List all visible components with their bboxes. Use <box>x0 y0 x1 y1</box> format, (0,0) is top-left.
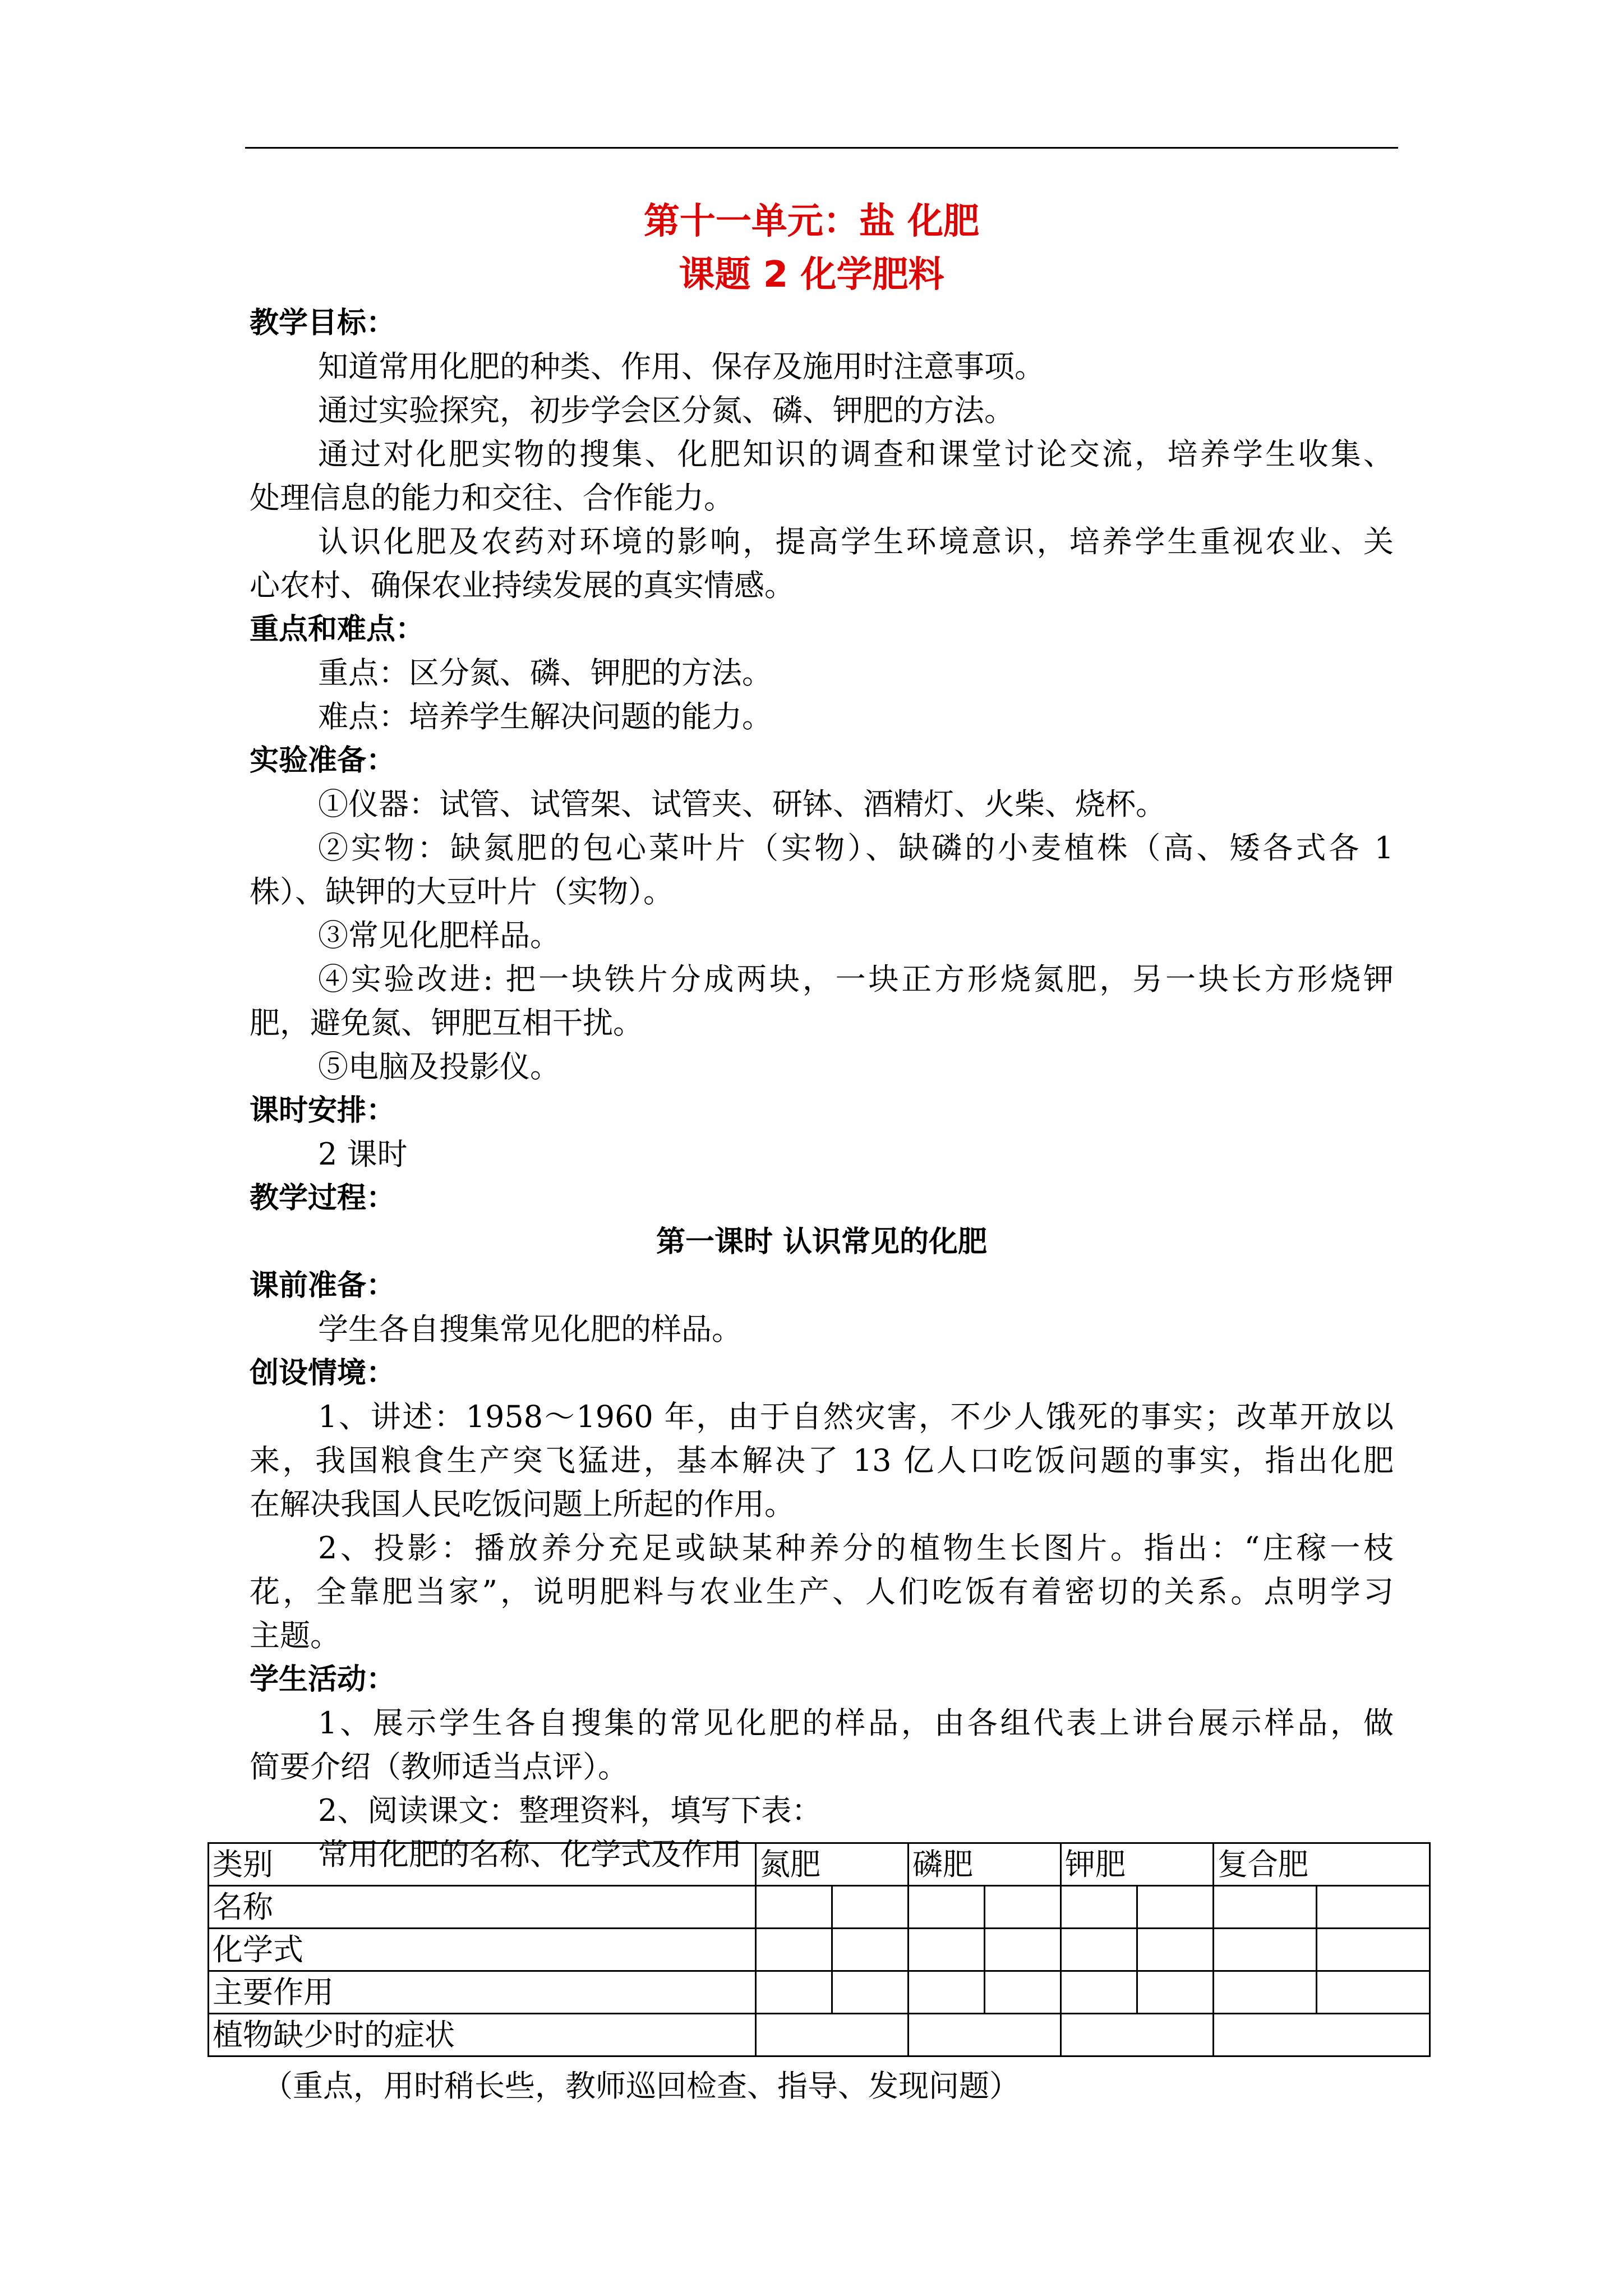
scenario-item: 1、讲述：1958～1960 年，由于自然灾害，不少人饿死的事实；改革开放以 <box>318 1399 1394 1434</box>
activity-item: 1、展示学生各自搜集的常见化肥的样品，由各组代表上讲台展示样品，做 <box>318 1705 1394 1741</box>
preparation-item: ②实物：缺氮肥的包心菜叶片（实物）、缺磷的小麦植株（高、矮各式各 1 <box>318 830 1394 866</box>
table-header-label: 类别 <box>209 1843 756 1886</box>
key-point-item: 重点：区分氮、磷、钾肥的方法。 <box>318 655 772 691</box>
preparation-item: ①仪器：试管、试管架、试管夹、研钵、酒精灯、火柴、烧杯。 <box>318 786 1166 822</box>
schedule-heading: 课时安排： <box>250 1094 396 1128</box>
table-caption: 常用化肥的名称、化学式及作用 <box>318 1837 742 1872</box>
goal-item: 通过实验探究，初步学会区分氮、磷、钾肥的方法。 <box>318 393 1015 428</box>
preparation-item-cont: 肥，避免氮、钾肥互相干扰。 <box>250 1005 643 1041</box>
goal-item-cont: 心农村、确保农业持续发展的真实情感。 <box>250 568 795 603</box>
table-cell <box>909 1971 985 2014</box>
activity-item: 2、阅读课文：整理资料，填写下表： <box>318 1793 822 1828</box>
activity-heading: 学生活动： <box>250 1663 396 1696</box>
table-cell <box>1061 1971 1137 2014</box>
document-body <box>250 301 1394 1876</box>
column-header-potassium: 钾肥 <box>1061 1843 1214 1886</box>
column-header-phosphorus: 磷肥 <box>909 1843 1061 1886</box>
row-label-function: 主要作用 <box>209 1971 756 2014</box>
table-cell <box>1214 2014 1430 2056</box>
table-cell <box>985 1929 1061 1971</box>
schedule-item: 2 课时 <box>318 1137 408 1172</box>
table-row <box>209 1971 1430 2014</box>
table-cell <box>985 1971 1061 2014</box>
table-row <box>209 1886 1430 1929</box>
scenario-item-cont: 来，我国粮食生产突飞猛进，基本解决了 13 亿人口吃饭问题的事实，指出化肥 <box>250 1443 1394 1478</box>
table-cell <box>1137 1886 1214 1929</box>
key-points-heading: 重点和难点： <box>250 613 425 646</box>
table-cell <box>756 1886 832 1929</box>
table-cell <box>832 1971 909 2014</box>
fertilizer-table <box>208 1842 1431 2057</box>
row-label-formula: 化学式 <box>209 1929 756 1971</box>
row-label-name: 名称 <box>209 1886 756 1929</box>
table-cell <box>1214 1929 1317 1971</box>
scenario-item: 2、投影：播放养分充足或缺某种养分的植物生长图片。指出：“庄稼一枝 <box>318 1530 1394 1566</box>
scenario-item-cont: 主题。 <box>250 1618 340 1653</box>
table-row <box>209 2014 1430 2056</box>
preparation-item: ⑤电脑及投影仪。 <box>318 1049 560 1084</box>
table-row <box>209 1929 1430 1971</box>
table-cell <box>1061 1929 1137 1971</box>
table-cell <box>1214 1886 1317 1929</box>
table-cell <box>756 1971 832 2014</box>
preparation-item: ④实验改进: 把一块铁片分成两块，一块正方形烧氮肥，另一块长方形烧钾 <box>318 961 1394 997</box>
process-heading: 教学过程： <box>250 1181 396 1215</box>
table-cell <box>1214 1971 1317 2014</box>
preparation-item: ③常见化肥样品。 <box>318 918 560 953</box>
preparation-item-cont: 株）、缺钾的大豆叶片（实物）。 <box>250 874 674 909</box>
key-point-item: 难点：培养学生解决问题的能力。 <box>318 699 772 734</box>
pre-class-heading: 课前准备： <box>250 1269 396 1303</box>
preparation-heading: 实验准备： <box>250 744 396 777</box>
goal-item-cont: 处理信息的能力和交往、合作能力。 <box>250 480 734 516</box>
table-cell <box>756 2014 909 2056</box>
lesson-title: 课题 2 化学肥料 <box>679 254 944 296</box>
table-header-row <box>209 1843 1430 1886</box>
column-header-compound: 复合肥 <box>1214 1843 1430 1886</box>
goal-item: 知道常用化肥的种类、作用、保存及施用时注意事项。 <box>318 349 1045 384</box>
table-cell <box>1137 1971 1214 2014</box>
table-cell <box>756 1929 832 1971</box>
table-cell <box>909 1886 985 1929</box>
table-cell <box>1061 2014 1214 2056</box>
lesson1-title: 第一课时 认识常见的化肥 <box>656 1225 988 1259</box>
table-cell <box>1317 1971 1430 2014</box>
goal-item: 通过对化肥实物的搜集、化肥知识的调查和课堂讨论交流，培养学生收集、 <box>318 436 1394 472</box>
pre-class-item: 学生各自搜集常见化肥的样品。 <box>318 1312 742 1347</box>
table-cell <box>1061 1886 1137 1929</box>
unit-title: 第十一单元：盐 化肥 <box>643 201 980 242</box>
table-cell <box>832 1929 909 1971</box>
table-cell <box>832 1886 909 1929</box>
table-cell <box>1317 1886 1430 1929</box>
table-cell <box>1317 1929 1430 1971</box>
goal-item: 认识化肥及农药对环境的影响，提高学生环境意识，培养学生重视农业、关 <box>318 524 1394 559</box>
table-note: （重点，用时稍长些，教师巡回检查、指导、发现问题） <box>262 2068 1020 2104</box>
column-header-nitrogen: 氮肥 <box>756 1843 909 1886</box>
activity-item-cont: 简要介绍（教师适当点评）。 <box>250 1749 628 1784</box>
scenario-item-cont: 花，全靠肥当家”，说明肥料与农业生产、人们吃饭有着密切的关系。点明学习 <box>250 1574 1394 1609</box>
table-cell <box>1137 1929 1214 1971</box>
table-cell <box>909 2014 1061 2056</box>
header-rule <box>245 147 1398 149</box>
goals-heading: 教学目标： <box>250 306 396 340</box>
scenario-item-cont: 在解决我国人民吃饭问题上所起的作用。 <box>250 1487 795 1522</box>
row-label-symptoms: 植物缺少时的症状 <box>209 2014 756 2056</box>
table-cell <box>909 1929 985 1971</box>
table-cell <box>985 1886 1061 1929</box>
scenario-heading: 创设情境： <box>250 1356 396 1390</box>
